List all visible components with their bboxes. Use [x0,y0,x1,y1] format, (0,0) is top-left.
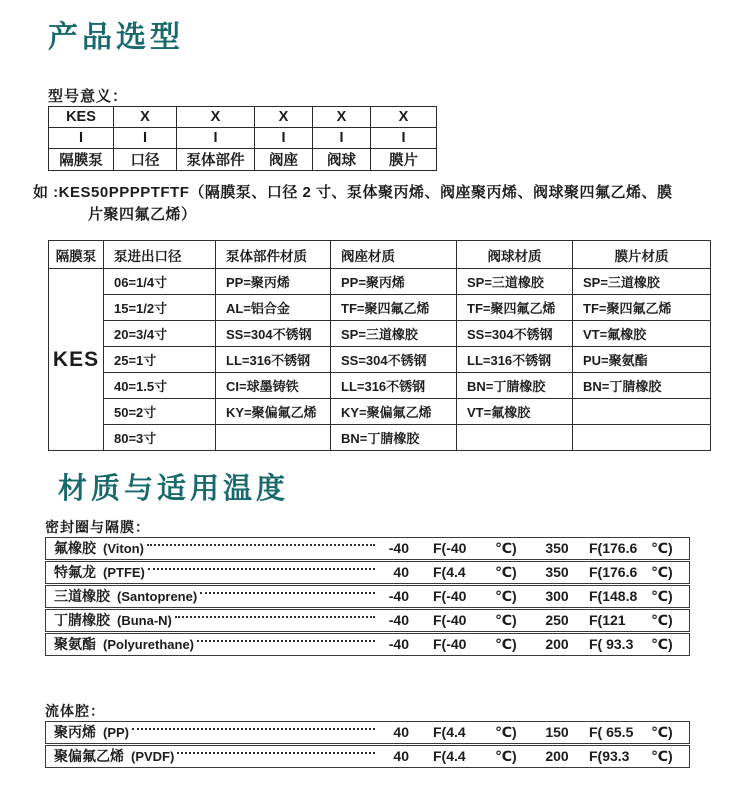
model-cell: X [255,107,313,128]
cell: 80=3寸 [104,425,216,451]
cell: BN=丁腈橡胶 [331,425,457,451]
temp-high-value: 200 [545,748,569,765]
seal-temperature-table [45,537,690,657]
cell: VT=氟橡胶 [573,321,711,347]
temp-high-value: 300 [545,588,569,605]
temp-high-value: 350 [545,540,569,557]
table-row [49,399,711,425]
cell: SS=304不锈钢 [331,347,457,373]
cell: BN=丁腈橡胶 [457,373,573,399]
cell [457,425,573,451]
fluid-temperature-table [45,721,690,769]
temp-high-fahrenheit: F(176.6 [589,540,638,557]
page-title: 产品选型 [48,21,184,54]
material-name-en: (Polyurethane) [103,636,195,652]
leader-dots [148,568,375,570]
celsius-unit: ℃) [495,539,517,556]
model-cell: I [313,128,371,149]
header-cell: 隔膜泵 [49,241,104,269]
model-cell: 膜片 [371,149,437,171]
cell: BN=丁腈橡胶 [573,373,711,399]
selection-table [48,240,711,451]
temp-low-fahrenheit: F(4.4 [433,724,466,741]
leader-dots [200,592,375,594]
material-name-cn: 氟橡胶 [54,540,96,557]
material-name-cn: 三道橡胶 [54,588,110,605]
model-cell: I [371,128,437,149]
cell [573,399,711,425]
cell: 50=2寸 [104,399,216,425]
model-cell: 泵体部件 [177,149,255,171]
celsius-unit: ℃) [651,723,673,740]
cell: PP=聚丙烯 [216,269,331,295]
model-meaning-label: 型号意义： [48,88,129,105]
header-cell: 膜片材质 [573,241,711,269]
cell: 20=3/4寸 [104,321,216,347]
cell: SP=三道橡胶 [457,269,573,295]
temp-low-value: -40 [388,636,409,653]
cell: 25=1寸 [104,347,216,373]
temp-low-value: -40 [388,540,409,557]
celsius-unit: ℃) [495,563,517,580]
cell: VT=氟橡胶 [457,399,573,425]
celsius-unit: ℃) [651,635,673,652]
cell: CI=球墨铸铁 [216,373,331,399]
material-name-en: (PTFE) [103,564,145,580]
example-line: 如 :KES50PPPPTFTF（隔膜泵、口径 2 寸、泵体聚丙烯、阀座聚丙烯、阀球聚四氟乙烯、膜 [33,184,673,201]
leader-dots [147,544,375,546]
material-row [45,721,690,744]
header-cell: 阀座材质 [331,241,457,269]
temp-low-value: 40 [393,564,409,581]
table-row [49,269,711,295]
model-cell: I [177,128,255,149]
material-name-en: (PP) [103,724,129,740]
temp-low-value: -40 [388,612,409,629]
temp-low-fahrenheit: F(4.4 [433,748,466,765]
seal-diaphragm-label: 密封圈与隔膜： [45,519,150,535]
example-note [33,182,723,226]
material-name-cn: 聚氨酯 [54,636,96,653]
model-cell: X [313,107,371,128]
temp-high-value: 150 [545,724,569,741]
temp-low-fahrenheit: F(-40 [433,636,467,653]
fluid-chamber-label: 流体腔： [45,703,105,719]
cell: TF=聚四氟乙烯 [331,295,457,321]
material-name-cn: 聚偏氟乙烯 [54,748,124,765]
header-cell: 阀球材质 [457,241,573,269]
material-name-cn: 丁腈橡胶 [54,612,110,629]
model-cell: 阀座 [255,149,313,171]
cell: LL=316不锈钢 [216,347,331,373]
temp-high-fahrenheit: F(93.3 [589,748,630,765]
model-cell: 口径 [114,149,177,171]
material-row [45,537,690,560]
cell: TF=聚四氟乙烯 [457,295,573,321]
material-name-cn: 特氟龙 [54,564,96,581]
material-name-cn: 聚丙烯 [54,724,96,741]
material-row [45,561,690,584]
cell: PP=聚丙烯 [331,269,457,295]
leader-dots [177,752,375,754]
material-row [45,633,690,656]
model-cell: I [49,128,114,149]
cell [216,425,331,451]
leader-dots [175,616,375,618]
cell: TF=聚四氟乙烯 [573,295,711,321]
selection-header-row [49,241,711,269]
model-cell: 隔膜泵 [49,149,114,171]
cell: LL=316不锈钢 [331,373,457,399]
example-line: 片聚四氟乙烯） [88,206,197,223]
model-cell: I [114,128,177,149]
temp-low-fahrenheit: F(-40 [433,540,467,557]
temp-high-fahrenheit: F(148.8 [589,588,638,605]
temp-low-fahrenheit: F(4.4 [433,564,466,581]
cell: KY=聚偏氟乙烯 [216,399,331,425]
celsius-unit: ℃) [651,747,673,764]
temp-low-value: 40 [393,748,409,765]
temp-low-fahrenheit: F(-40 [433,588,467,605]
celsius-unit: ℃) [651,587,673,604]
model-code-row [49,107,437,128]
header-cell: 泵体部件材质 [216,241,331,269]
temp-high-fahrenheit: F(176.6 [589,564,638,581]
celsius-unit: ℃) [495,587,517,604]
cell: SS=304不锈钢 [216,321,331,347]
table-row [49,373,711,399]
material-name-en: (Viton) [103,540,144,556]
model-cell: X [114,107,177,128]
cell: SP=三道橡胶 [331,321,457,347]
celsius-unit: ℃) [651,539,673,556]
temp-high-value: 350 [545,564,569,581]
leader-dots [197,640,375,642]
model-cell: X [177,107,255,128]
model-connector-row [49,128,437,149]
temp-high-value: 200 [545,636,569,653]
model-structure-table [48,106,437,171]
celsius-unit: ℃) [495,611,517,628]
material-name-en: (Buna-N) [117,612,172,628]
model-cell: 阀球 [313,149,371,171]
material-row [45,609,690,632]
table-row [49,295,711,321]
cell: 40=1.5寸 [104,373,216,399]
cell: PU=聚氨酯 [573,347,711,373]
section-title-materials: 材质与适用温度 [58,473,290,505]
header-cell: 泵进出口径 [104,241,216,269]
material-row [45,585,690,608]
temp-high-value: 250 [545,612,569,629]
leader-dots [132,728,375,730]
celsius-unit: ℃) [495,747,517,764]
celsius-unit: ℃) [495,723,517,740]
temp-low-value: 40 [393,724,409,741]
model-meaning-row [49,149,437,171]
table-row [49,321,711,347]
temp-high-fahrenheit: F( 65.5 [589,724,634,741]
model-cell: KES [49,107,114,128]
model-cell: X [371,107,437,128]
cell: AL=铝合金 [216,295,331,321]
table-row [49,347,711,373]
temp-high-fahrenheit: F(121 [589,612,626,629]
cell [573,425,711,451]
temp-low-value: -40 [388,588,409,605]
material-name-en: (PVDF) [131,748,175,764]
cell: 06=1/4寸 [104,269,216,295]
material-row [45,745,690,768]
cell: LL=316不锈钢 [457,347,573,373]
cell: SP=三道橡胶 [573,269,711,295]
cell: 15=1/2寸 [104,295,216,321]
temp-low-fahrenheit: F(-40 [433,612,467,629]
celsius-unit: ℃) [651,563,673,580]
celsius-unit: ℃) [651,611,673,628]
celsius-unit: ℃) [495,635,517,652]
cell: SS=304不锈钢 [457,321,573,347]
model-cell: I [255,128,313,149]
material-name-en: (Santoprene) [117,588,198,604]
pump-code-cell: KES [49,269,104,451]
cell: KY=聚偏氟乙烯 [331,399,457,425]
table-row [49,425,711,451]
temp-high-fahrenheit: F( 93.3 [589,636,634,653]
